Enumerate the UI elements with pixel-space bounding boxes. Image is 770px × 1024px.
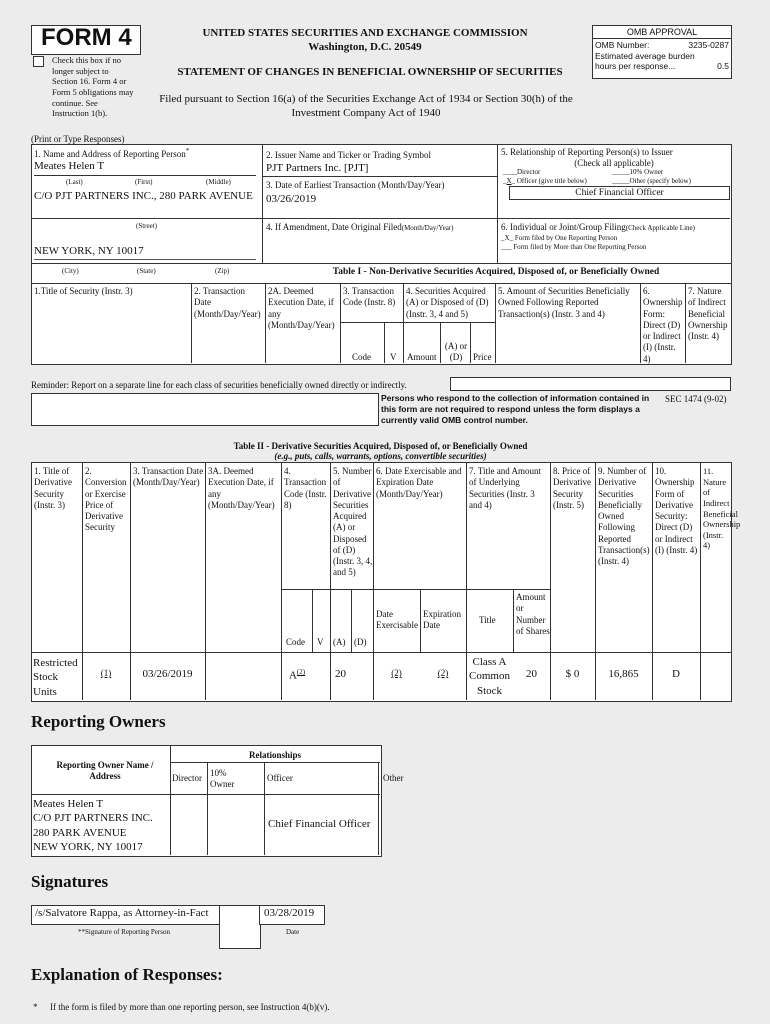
omb-title: OMB APPROVAL xyxy=(593,26,731,39)
t2-sub-expiration: Expiration Date xyxy=(423,609,461,631)
owner-address-block xyxy=(33,797,153,854)
t2-row-code-footnote[interactable]: (2) xyxy=(296,668,306,676)
issuer-name: PJT Partners Inc. [PJT] xyxy=(266,162,369,174)
t2-row-price: $ 0 xyxy=(565,668,580,680)
checkbox-text: Check this box if no longer subject to Section 16. Form 4 or Form 5 obligations may continue. See Instruction 1(b). xyxy=(52,55,134,119)
officer-option[interactable]: _X_ Officer (give title below) xyxy=(503,177,587,185)
one-person-option[interactable]: _X_ Form filed by One Reporting Person xyxy=(501,234,618,242)
director-option[interactable]: ____Director xyxy=(503,168,541,176)
t1-col-amount-owned: 5. Amount of Securities Beneficially Owned Following Reported Transaction(s) (Instr. 3 and 4) xyxy=(498,286,630,319)
t1-col-acquired: 4. Securities Acquired (A) or Disposed of (D) (Instr. 3, 4 and 5) xyxy=(406,286,489,319)
officer-title: Chief Financial Officer xyxy=(509,186,730,200)
first-label: (First) xyxy=(135,178,153,186)
t1-sub-aord: (A) or (D) xyxy=(444,341,468,363)
officer-header: Officer xyxy=(267,773,293,783)
t1-col-nature: 7. Nature of Indirect Beneficial Ownership (Instr. 4) xyxy=(688,286,728,341)
signatures-heading: Signatures xyxy=(31,872,109,891)
agency-city: Washington, D.C. 20549 xyxy=(308,41,422,53)
omb-burden: Estimated average burden xyxy=(595,50,695,61)
earliest-transaction-date: 03/26/2019 xyxy=(266,193,317,205)
statement-title: STATEMENT OF CHANGES IN BENEFICIAL OWNERSHIP OF SECURITIES xyxy=(177,66,563,78)
t2-row-conversion-footnote[interactable]: (1) xyxy=(100,668,112,678)
omb-number-label: OMB Number: xyxy=(595,40,650,50)
explanation-heading: Explanation of Responses: xyxy=(31,965,223,984)
middle-label: (Middle) xyxy=(206,178,231,186)
signature-date: 03/28/2019 xyxy=(264,907,315,919)
signer-label: **Signature of Reporting Person xyxy=(78,928,170,936)
reminder-box-right xyxy=(450,377,731,391)
t2-row-date-exercisable[interactable]: (2) xyxy=(391,668,402,678)
t1-col-title: 1.Title of Security (Instr. 3) xyxy=(34,286,133,296)
t2-col-exercisable: 6. Date Exercisable and Expiration Date (Month/Day/Year) xyxy=(376,466,462,499)
t2-col-owned: 9. Number of Derivative Securities Beneficially Owned Following Reported Transaction(s) (Instr. 4) xyxy=(598,466,650,566)
t2-col-underlying: 7. Title and Amount of Underlying Securities (Instr. 3 and 4) xyxy=(469,466,542,510)
t2-row-amount: 20 xyxy=(526,668,537,680)
last-label: (Last) xyxy=(66,178,83,186)
t2-col-price: 8. Price of Derivative Security (Instr. 5) xyxy=(553,466,591,510)
box5-label: 5. Relationship of Reporting Person(s) to Issuer xyxy=(501,147,673,157)
reminder-box-left xyxy=(31,393,379,426)
t2-col-code: 4. Transaction Code (Instr. 8) xyxy=(284,466,327,510)
t1-col-ownership: 6. Ownership Form: Direct (D) or Indirect (I) (Instr. 4) xyxy=(643,286,683,364)
print-note: (Print or Type Responses) xyxy=(31,134,125,144)
reporting-person-name: Meates Helen T xyxy=(34,160,105,172)
explanation-note: If the form is filed by more than one reporting person, see Instruction 4(b)(v). xyxy=(50,1002,330,1012)
street-label: (Street) xyxy=(136,222,157,230)
t2-row-expiration[interactable]: (2) xyxy=(437,668,449,678)
t1-sub-code: Code xyxy=(352,352,371,362)
owner-line-4: NEW YORK, NY 10017 xyxy=(33,840,143,853)
other-header: Other xyxy=(383,773,404,783)
box5-sub: (Check all applicable) xyxy=(574,158,654,168)
box1-label: 1. Name and Address of Reporting Person* xyxy=(34,147,190,159)
t2-col-nature: 11. Nature of Indirect Beneficial Ownership (Instr. 4) xyxy=(703,466,741,551)
reporting-person-city: NEW YORK, NY 10017 xyxy=(34,245,144,257)
relationships-header: Relationships xyxy=(248,750,301,760)
t1-col-code: 3. Transaction Code (Instr. 8) xyxy=(343,286,396,308)
t2-col-conversion: 2. Conversion or Exercise Price of Derivative Security xyxy=(85,466,127,533)
t1-col-date: 2. Transaction Date (Month/Day/Year) xyxy=(194,286,261,319)
ten-percent-owner-option[interactable]: _____10% Owner xyxy=(612,168,664,176)
box4-label: 4. If Amendment, Date Original Filed(Month/Day/Year) xyxy=(266,222,454,232)
t2-sub-d: (D) xyxy=(354,637,367,647)
box2-label: 2. Issuer Name and Ticker or Trading Symbol xyxy=(266,150,431,160)
t2-row-title: Class A Common Stock xyxy=(469,656,510,697)
t1-sub-v: V xyxy=(390,352,397,362)
t2-sub-title: Title xyxy=(479,615,496,625)
signer-name: /s/Salvatore Rappa, as Attorney-in-Fact xyxy=(35,907,209,919)
sec-number: SEC 1474 (9-02) xyxy=(665,394,727,404)
no-longer-subject-checkbox[interactable] xyxy=(33,56,44,67)
t2-row-code: $A^{(2)}$ xyxy=(288,668,306,682)
owner-officer-title: Chief Financial Officer xyxy=(268,818,371,830)
owner-line-2: C/O PJT PARTNERS INC. xyxy=(33,812,153,825)
owner-line-3: 280 PARK AVENUE xyxy=(33,826,127,839)
omb-hours: 0.5 xyxy=(717,61,729,72)
multi-person-option[interactable]: ___ Form filed by More than One Reporting Person xyxy=(501,243,647,251)
director-header: Director xyxy=(172,773,202,783)
t2-col-number: 5. Number of Derivative Securities Acquired (A) or Disposed of (D) (Instr. 3, 4, and 5) xyxy=(333,466,373,578)
box6-label: 6. Individual or Joint/Group Filing(Check Applicable Line) xyxy=(501,222,695,232)
reporting-person-address: C/O PJT PARTNERS INC., 280 PARK AVENUE xyxy=(34,190,253,202)
t2-col-deemed: 3A. Deemed Execution Date, if any (Month/Day/Year) xyxy=(208,466,275,510)
t2-row-form: D xyxy=(672,668,680,680)
t2-sub-code: Code xyxy=(286,637,305,647)
t2-sub-v: V xyxy=(317,637,324,647)
omb-number: 3235-0287 xyxy=(688,40,729,50)
box3-label: 3. Date of Earliest Transaction (Month/Day/Year) xyxy=(266,180,445,190)
t2-sub-date-exercisable: Date Exercisable xyxy=(376,609,418,631)
table2-subtitle: (e.g., puts, calls, warrants, options, convertible securities) xyxy=(274,451,487,461)
signature-spacer-box xyxy=(219,905,261,949)
signature-date-label: Date xyxy=(286,928,300,936)
omb-hours-label: hours per response... xyxy=(595,61,676,72)
form-title: FORM 4 xyxy=(41,24,132,51)
t2-col-title: 1. Title of Derivative Security (Instr. 3) xyxy=(34,466,72,510)
owner-name-header: Reporting Owner Name / Address xyxy=(56,760,154,782)
persons-notice: Persons who respond to the collection of information contained in this form are not required to respond unless the form displays a currently valid OMB control number. xyxy=(381,393,650,426)
reporting-owners-heading: Reporting Owners xyxy=(31,712,166,731)
explanation-star: * xyxy=(33,1002,38,1012)
city-label: (City) xyxy=(62,267,79,275)
t2-row-acquired: 20 xyxy=(335,668,346,680)
t2-row-owned: 16,865 xyxy=(608,668,639,680)
t1-col-deemed: 2A. Deemed Execution Date, if any (Month/Day/Year) xyxy=(268,286,335,330)
agency-name: UNITED STATES SECURITIES AND EXCHANGE COMMISSION xyxy=(202,27,528,39)
t2-row-security: Restricted Stock Units xyxy=(33,657,78,698)
t2-row-date: 03/26/2019 xyxy=(142,668,193,680)
owner-line-1: Meates Helen T xyxy=(33,798,104,810)
other-option[interactable]: _____Other (specify below) xyxy=(612,177,691,185)
table1-title: Table I - Non-Derivative Securities Acquired, Disposed of, or Beneficially Owned xyxy=(332,267,660,277)
table2-title: Table II - Derivative Securities Acquired, Disposed of, or Beneficially Owned xyxy=(233,441,528,451)
omb-box xyxy=(592,25,732,79)
t2-sub-a: (A) xyxy=(333,637,346,647)
t1-sub-amount: Amount xyxy=(407,352,437,362)
t2-col-date: 3. Transaction Date (Month/Day/Year) xyxy=(133,466,204,488)
zip-label: (Zip) xyxy=(215,267,230,275)
state-label: (State) xyxy=(137,267,156,275)
t1-sub-price: Price xyxy=(473,352,492,362)
t2-col-form: 10. Ownership Form of Derivative Security: Direct (D) or Indirect (I) (Instr. 4) xyxy=(655,466,698,555)
ten-percent-owner-header: 10% Owner xyxy=(210,768,235,790)
filed-pursuant: Filed pursuant to Section 16(a) of the Securities Exchange Act of 1934 or Section 30(h) of the Investment Company Act of 1940 xyxy=(159,93,573,120)
t2-sub-amount: Amount or Number of Shares xyxy=(516,592,550,636)
reminder-text: Reminder: Report on a separate line for each class of securities beneficially owned directly or indirectly. xyxy=(31,380,407,390)
